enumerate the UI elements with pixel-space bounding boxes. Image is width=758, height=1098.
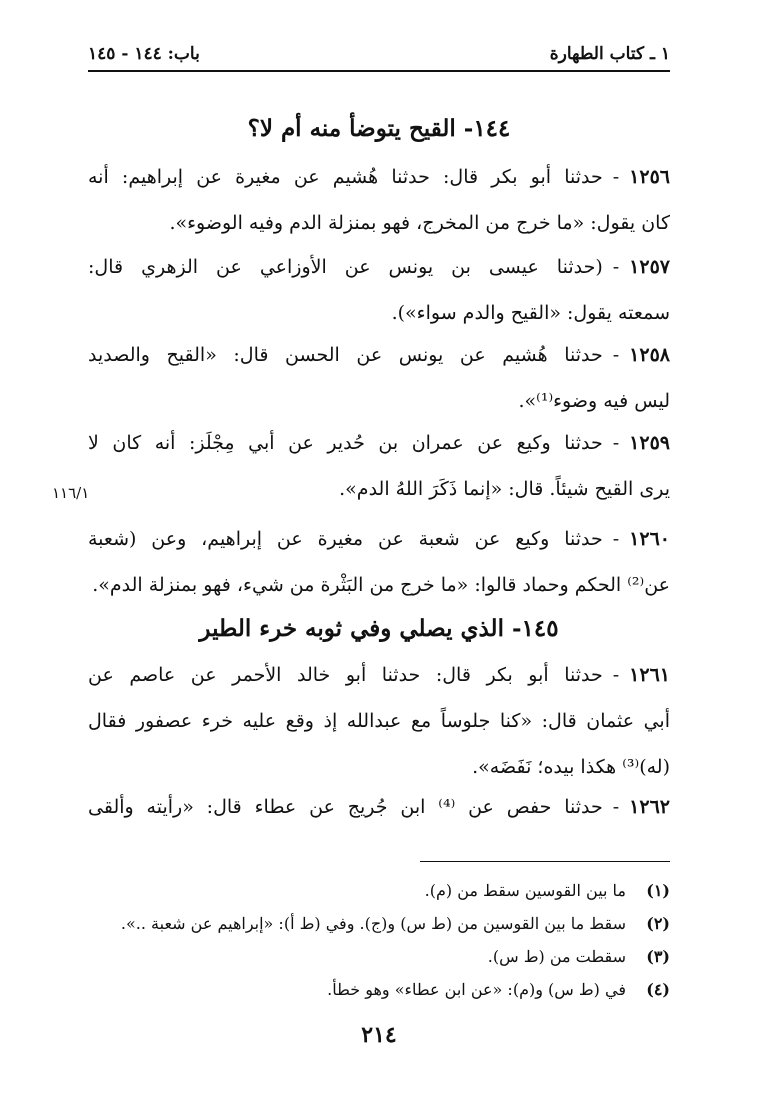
hadith-line: ١٢٦٠-حدثنا وكيع عن شعبة عن مغيرة عن إبراهيم، وعن (شعبة [88, 528, 670, 550]
footnote-text: سقط ما بين القوسين من (ط س) و(ج). وفي (ط أ): «إبراهيم عن شعبة ..». [120, 914, 626, 933]
hadith-1262 [88, 784, 670, 830]
hadith-text: حدثنا وكيع عن عمران بن حُدير عن أبي مِجْلَز: أنه كان لا [88, 432, 603, 454]
header-rule [88, 70, 670, 72]
hadith-text: أبي عثمان قال: «كنا جلوساً مع عبدالله إذ وقع عليه خرء عصفور فقال [88, 710, 670, 732]
footnote-marker: (٣) [646, 947, 670, 966]
footnote [88, 973, 670, 1006]
hadith-1259 [88, 420, 670, 512]
hadith-line [88, 378, 670, 424]
hadith-text: حدثنا أبو بكر قال: حدثنا أبو خالد الأحمر عن عاصم عن [88, 664, 603, 686]
hadith-line: ١٢٦١-حدثنا أبو بكر قال: حدثنا أبو خالد الأحمر عن عاصم عن [88, 664, 670, 686]
hadith-text: حدثنا وكيع عن شعبة عن مغيرة عن إبراهيم، وعن (شعبة [88, 528, 603, 550]
hadith-text: حدثنا هُشيم عن يونس عن الحسن قال: «القيح والصديد [88, 344, 603, 366]
hadith-number: ١٢٦١ [629, 664, 670, 686]
running-header [88, 40, 670, 68]
hadith-line: ١٢٥٩-حدثنا وكيع عن عمران بن حُدير عن أبي مِجْلَز: أنه كان لا [88, 432, 670, 454]
chapter-heading-145: ١٤٥- الذي يصلي وفي ثوبه خرء الطير [199, 615, 559, 642]
hadith-1261 [88, 652, 670, 790]
hadith-line: ١٢٦٢-حدثنا حفص عن ⁽⁴⁾ ابن جُريج عن عطاء قال: «رأيته وألقى [88, 796, 670, 818]
manuscript-folio-ref: ١١٦/١ [52, 484, 90, 502]
hadith-text: حدثنا أبو بكر قال: حدثنا هُشيم عن مغيرة عن إبراهيم: أنه [88, 166, 603, 188]
footnote-marker: (٢) [646, 914, 670, 933]
page-number: ٢١٤ [361, 1022, 397, 1048]
footnote [88, 940, 670, 973]
hadith-1260 [88, 516, 670, 608]
hadith-line: ١٢٥٨-حدثنا هُشيم عن يونس عن الحسن قال: «القيح والصديد [88, 344, 670, 366]
footnote [88, 907, 670, 940]
book-title: ١ ـ كتاب الطهارة [549, 44, 670, 64]
footnote-text: في (ط س) و(م): «عن ابن عطاء» وهو خطأ. [327, 980, 626, 999]
hadith-number: ١٢٥٧ [629, 256, 670, 278]
hadith-number: ١٢٥٩ [629, 432, 670, 454]
hadith-text: (له)⁽³⁾ هكذا بيده؛ نَفَضَه». [472, 756, 670, 778]
footnote-marker: (١) [646, 881, 670, 900]
hadith-number: ١٢٦٢ [629, 796, 670, 818]
hadith-line: ١٢٥٦-حدثنا أبو بكر قال: حدثنا هُشيم عن مغيرة عن إبراهيم: أنه [88, 166, 670, 188]
hadith-text: كان يقول: «ما خرج من المخرج، فهو بمنزلة الدم وفيه الوضوء». [169, 212, 670, 234]
hadith-text: ليس فيه وضوء⁽¹⁾». [518, 390, 670, 412]
hadith-text: عن⁽²⁾ الحكم وحماد قالوا: «ما خرج من البَثْرة من شيء، فهو بمنزلة الدم». [92, 574, 670, 596]
hadith-number: ١٢٥٦ [629, 166, 670, 188]
footnote-rule [420, 861, 670, 862]
hadith-line [88, 562, 670, 608]
hadith-1258 [88, 332, 670, 424]
hadith-line: ١٢٥٧-(حدثنا عيسى بن يونس عن الأوزاعي عن الزهري قال: [88, 256, 670, 278]
footnote-marker: (٤) [646, 980, 670, 999]
hadith-line [88, 200, 670, 246]
chapter-range: باب: ١٤٤ - ١٤٥ [88, 44, 200, 64]
hadith-text: سمعته يقول: «القيح والدم سواء»). [391, 302, 670, 324]
hadith-text: يرى القيح شيئاً. قال: «إنما ذَكَرَ اللهُ الدم». [339, 478, 670, 500]
hadith-line [88, 698, 670, 744]
footnotes [88, 874, 670, 1006]
hadith-line [88, 466, 670, 512]
hadith-1257 [88, 244, 670, 336]
footnote-text: سقطت من (ط س). [487, 947, 626, 966]
hadith-number: ١٢٥٨ [629, 344, 670, 366]
hadith-number: ١٢٦٠ [629, 528, 670, 550]
hadith-1256 [88, 154, 670, 246]
chapter-heading-144: ١٤٤- القيح يتوضأ منه أم لا؟ [247, 115, 511, 142]
hadith-text: (حدثنا عيسى بن يونس عن الأوزاعي عن الزهري قال: [88, 256, 603, 278]
footnote-text: ما بين القوسين سقط من (م). [424, 881, 626, 900]
hadith-line [88, 290, 670, 336]
footnote [88, 874, 670, 907]
hadith-text: حدثنا حفص عن ⁽⁴⁾ ابن جُريج عن عطاء قال: «رأيته وألقى [88, 796, 603, 818]
